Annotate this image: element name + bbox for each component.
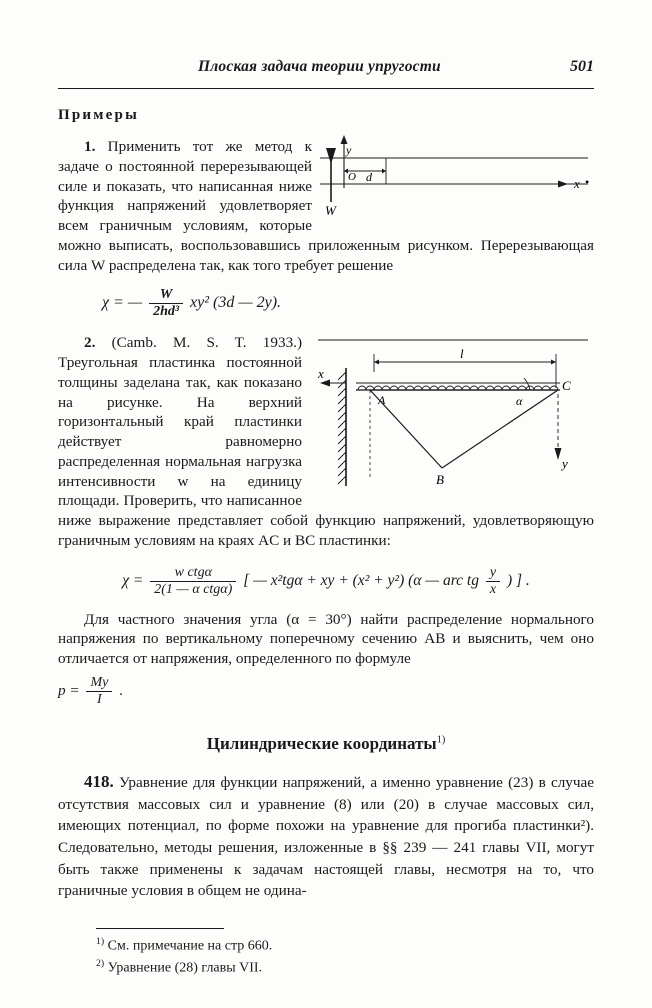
example-2-number: 2. [84, 334, 96, 352]
svg-text:W: W [325, 203, 336, 218]
article-418-paragraph [58, 770, 594, 902]
example-2-text: (Camb. M. S. T. 1933.) Треугольная пластинка постоянной толщины заделана так, как показано на рисунке. На верхний горизонтальный край пластинки действует равномерно распределенная нормальная нагрузка интенсивности w на единицу площади. Проверить, что написанное ниже выражение представляет собой функцию напряжений, удовлетворяющую граничным условиям на краях AC и BC пластинки: [58, 334, 594, 549]
formula-2-inner-fraction [486, 565, 500, 598]
header-rule [58, 88, 594, 89]
footnote-rule [96, 928, 224, 929]
running-title: Плоская задача теории упругости [198, 58, 441, 75]
footnote-mark: 1) [96, 935, 105, 947]
example-1-text: Применить тот же метод к задаче о постоянной перерезывающей силе и показать, что написанная ниже функция напряжений удовлетворяет всем граничным условиям, которые можно выписать, воспользовавшись приложенным рисунком. Перерезывающая сила W распределена так, как того требует решение [58, 138, 594, 274]
svg-text:•: • [585, 175, 590, 189]
formula-2-paren: (α — arc tg [408, 571, 479, 589]
section-heading-text: Цилиндрические координаты [206, 733, 437, 753]
article-418-text: Уравнение для функции напряжений, а именно уравнение (23) в случае отсутствия массовых сил и уравнение (8) или (20) в случае массовых сил, имеющих потенциал, по форме похожи на уравнение для прогиба пластинки²). Следовательно, методы решения, изложенные в §§ 239 — 241 главы VII, могут быть также применены к задачам настоящей главы, несмотря на то, что граничные условия в общем не одина- [58, 773, 595, 900]
svg-text:α: α [516, 394, 523, 409]
figure-1-wrapper [312, 130, 594, 226]
formula-2-tail: ) ] . [506, 571, 530, 589]
article-418-number: 418. [84, 771, 114, 791]
svg-text:x: x [574, 176, 580, 191]
example-3-formula [58, 675, 594, 708]
svg-text:B: B [436, 472, 444, 488]
formula-1-numerator: W [159, 287, 173, 303]
example-1-number: 1. [84, 138, 96, 155]
example-3-paragraph [58, 610, 594, 669]
svg-text:C: C [562, 378, 571, 394]
figure-cantilever-shear [312, 130, 594, 226]
running-head [58, 58, 594, 84]
figure-2-wrapper [312, 328, 594, 498]
formula-2-fraction [150, 565, 236, 598]
formula-2-inner-denominator: x [486, 581, 500, 598]
formula-2-denominator: 2(1 — α ctgα) [150, 581, 236, 598]
svg-text:d: d [366, 170, 372, 184]
footnote-item [96, 957, 594, 979]
formula-1-rhs: xy² (3d — 2y). [190, 294, 282, 312]
footnote-text: Уравнение (28) главы VII. [107, 960, 263, 976]
svg-text:A: A [378, 393, 386, 408]
formula-1-denominator: 2hd³ [149, 303, 183, 320]
formula-3-lhs: p = [58, 681, 80, 699]
section-heading-examples: Примеры [58, 107, 139, 123]
formula-2-inner-numerator: y [489, 564, 497, 580]
footnote-mark: 2) [96, 957, 105, 969]
formula-3-numerator: My [90, 674, 109, 690]
page-number: 501 [570, 58, 594, 75]
footnotes [58, 935, 594, 979]
svg-text:l: l [460, 346, 464, 362]
example-2-formula [58, 565, 594, 598]
formula-3-denominator: I [86, 691, 112, 708]
formula-2-lhs: χ = [122, 571, 144, 589]
svg-text:O: O [348, 171, 356, 183]
formula-3-tail: . [119, 681, 123, 699]
example-1-formula [58, 287, 594, 320]
formula-3-fraction [86, 675, 112, 708]
formula-2-body: [ — x²tgα + xy + (x² + y²) [243, 571, 405, 589]
example-3-text: Для частного значения угла (α = 30°) найти распределение нормального напряжения по вертикальному поперечному сечению AB и выяснить, чем оно отличается от напряжения, определенного по формуле [58, 610, 594, 667]
section-heading-footnote-mark: 1) [436, 734, 446, 746]
formula-2-numerator: w ctgα [174, 564, 212, 580]
formula-1-fraction [149, 287, 183, 320]
footnote-item [96, 935, 594, 957]
formula-1-lhs: χ = — [102, 294, 143, 312]
figure-triangular-plate [312, 328, 594, 498]
svg-text:x: x [318, 366, 324, 382]
svg-text:y: y [346, 143, 352, 157]
document-page [0, 58, 652, 1008]
svg-text:y: y [562, 456, 568, 472]
footnote-text: См. примечание на стр 660. [107, 938, 273, 954]
section-heading-cylindrical [58, 734, 594, 754]
